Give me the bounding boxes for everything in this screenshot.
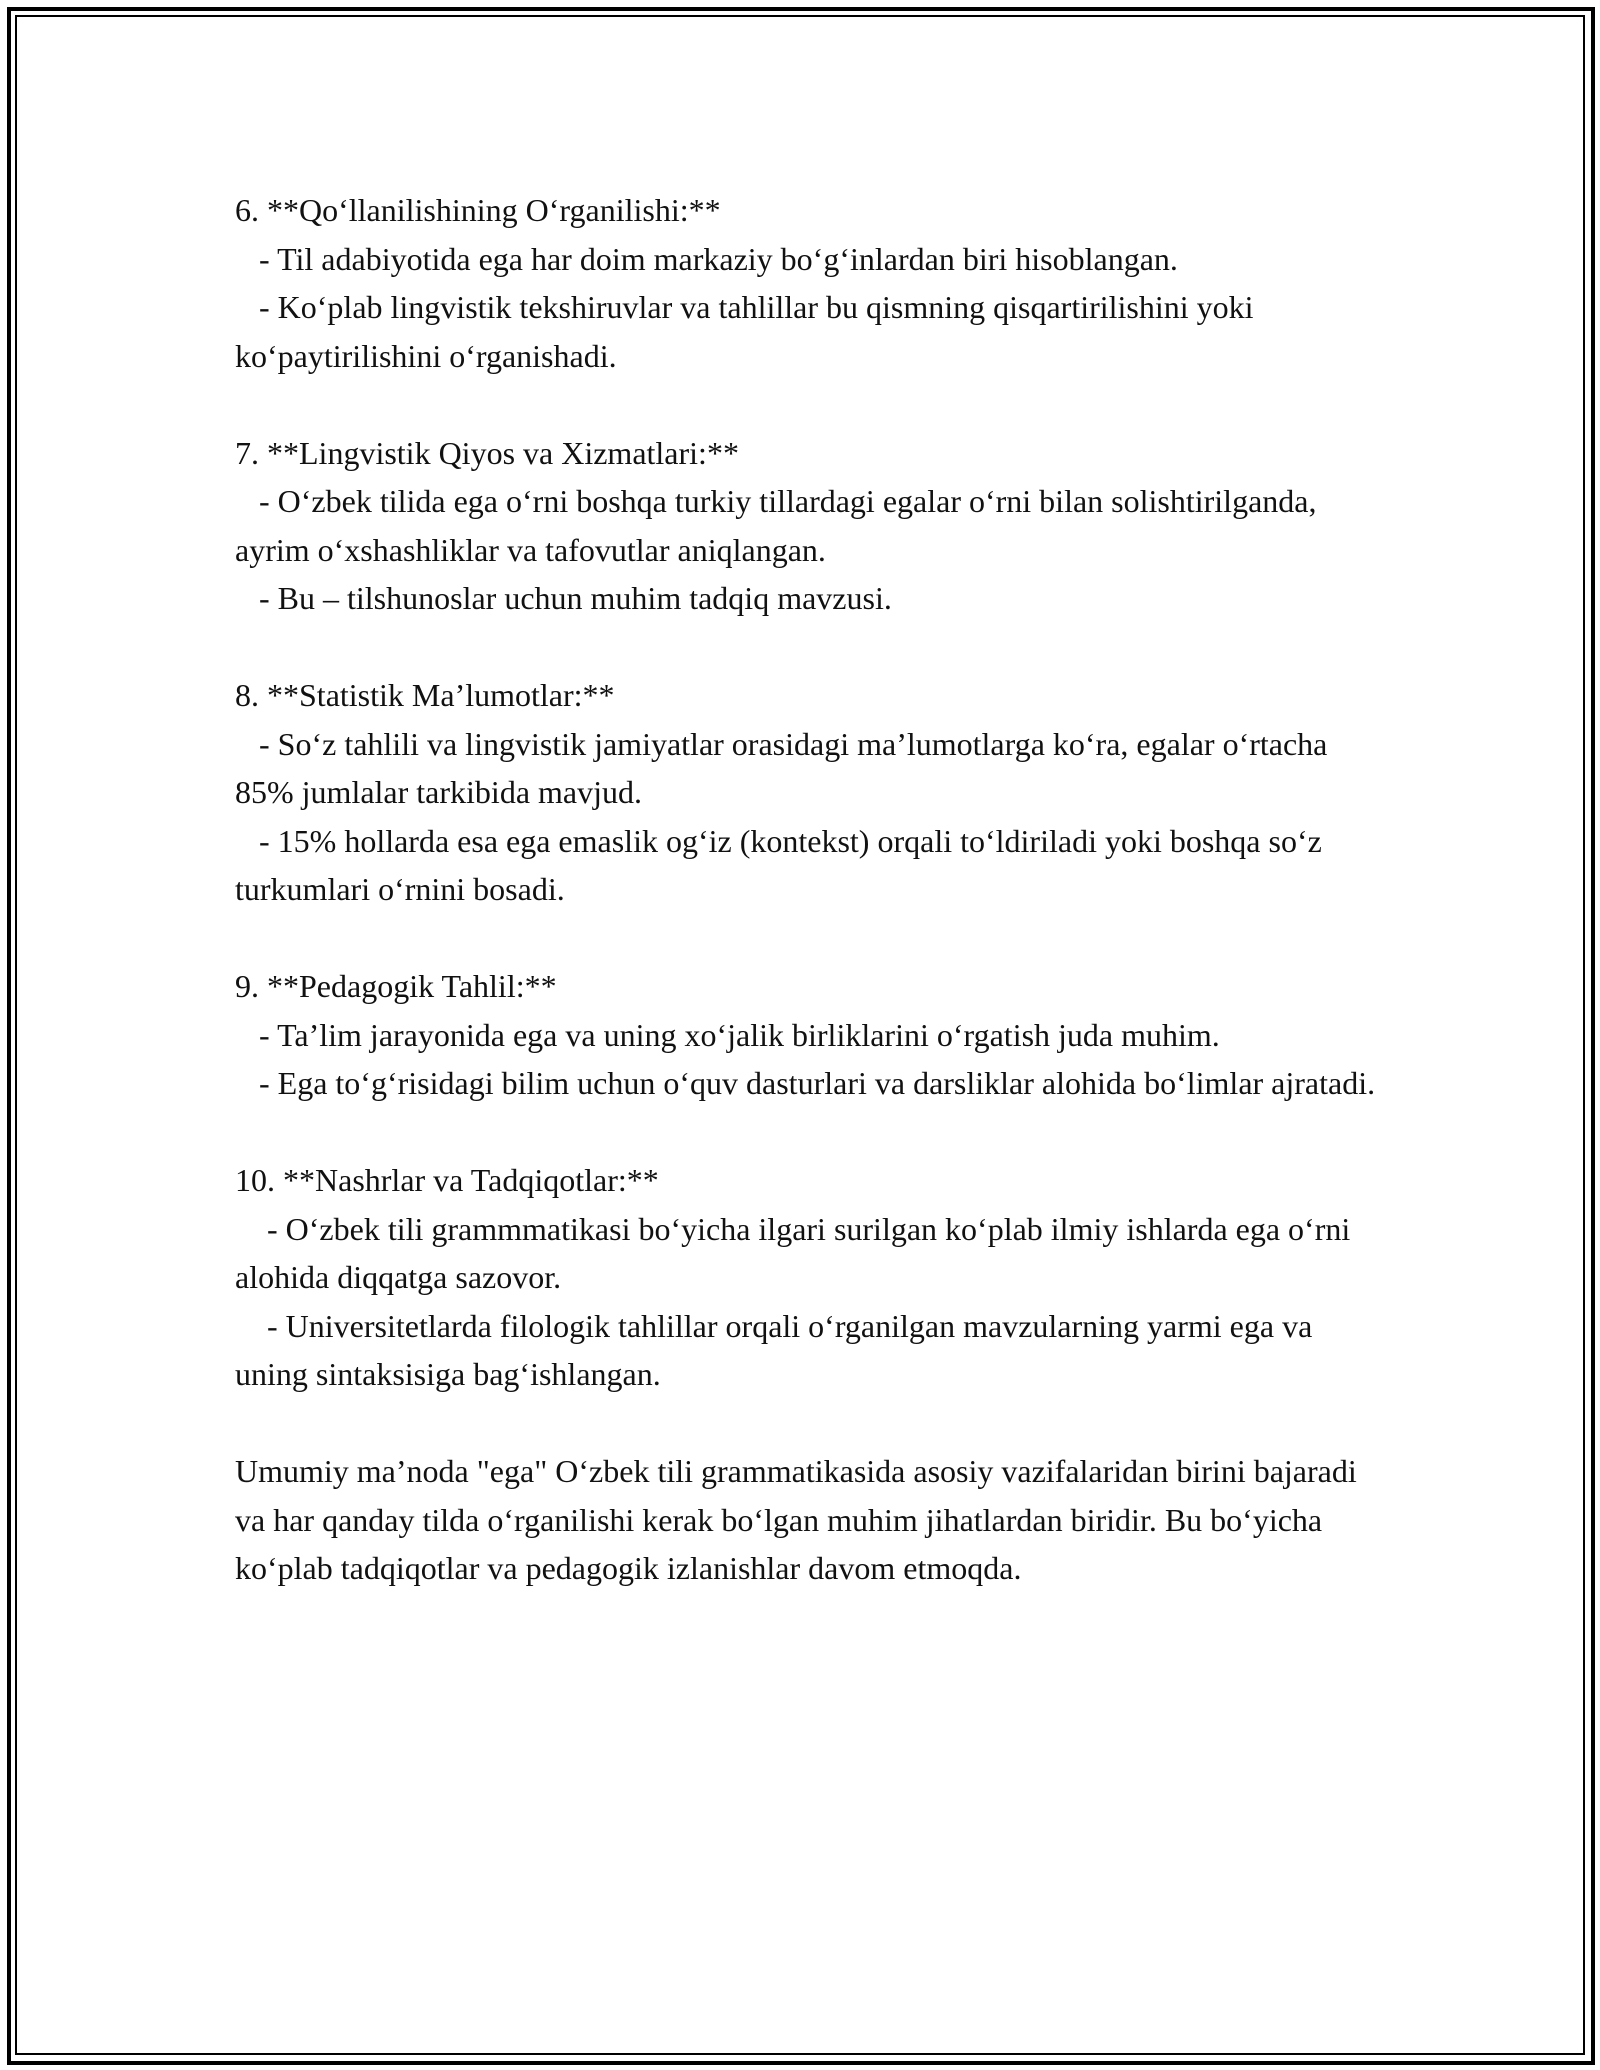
bullet-item: - Ta’lim jarayonida ega va uning xo‘jalik birliklarini o‘rgatish juda muhim. [235, 1016, 1220, 1053]
bullet-item: - Bu – tilshunoslar uchun muhim tadqiq mavzusi. [235, 580, 892, 616]
section-6 [235, 186, 1385, 380]
section-10 [235, 1156, 1385, 1399]
bullet-item: - So‘z tahlili va lingvistik jamiyatlar orasidagi ma’lumotlarga ko‘ra, egalar o‘rtacha 85% jumlalar tarkibida mavjud. [235, 725, 1336, 810]
section-heading: 7. **Lingvistik Qiyos va Xizmatlari:** [235, 434, 739, 471]
section-7 [235, 429, 1385, 623]
bullet-item: - O‘zbek tilida ega o‘rni boshqa turkiy tillardagi egalar o‘rni bilan solishtirilganda, ayrim o‘xshashliklar va tafovutlar aniqlangan. [235, 483, 1325, 568]
section-9 [235, 962, 1385, 1108]
document-body [235, 186, 1385, 1641]
bullet-item: - O‘zbek tili grammmatikasi bo‘yicha ilgari surilgan ko‘plab ilmiy ishlarda ega o‘rni alohida diqqatga sazovor. [235, 1210, 1359, 1295]
section-heading: 6. **Qo‘llanilishining O‘rganilishi:** [235, 192, 721, 228]
section-heading: 8. **Statistik Ma’lumotlar:** [235, 677, 615, 713]
section-8 [235, 671, 1385, 914]
section-heading: 10. **Nashrlar va Tadqiqotlar:** [235, 1162, 659, 1198]
bullet-item: - 15% hollarda esa ega emaslik og‘iz (kontekst) orqali to‘ldiriladi yoki boshqa so‘z turkumlari o‘rnini bosadi. [235, 822, 1330, 907]
bullet-item: - Til adabiyotida ega har doim markaziy bo‘g‘inlardan biri hisoblangan. [235, 240, 1178, 277]
conclusion-text: Umumiy ma’noda "ega" O‘zbek tili grammatikasida asosiy vazifalaridan birini bajaradi va har qanday tilda o‘rganilishi kerak bo‘lgan muhim jihatlardan biridir. Bu bo‘yicha ko‘plab tadqiqotlar va pedagogik izlanishlar davom etmoqda. [235, 1453, 1365, 1586]
bullet-item: - Universitetlarda filologik tahlillar orqali o‘rganilgan mavzularning yarmi ega va uning sintaksisiga bag‘ishlangan. [235, 1307, 1321, 1392]
bullet-item: - Ega to‘g‘risidagi bilim uchun o‘quv dasturlari va darsliklar alohida bo‘limlar ajratadi. [235, 1065, 1376, 1101]
bullet-item: - Ko‘plab lingvistik tekshiruvlar va tahlillar bu qismning qisqartirilishini yoki ko‘paytirilishini o‘rganishadi. [235, 289, 1262, 374]
section-heading: 9. **Pedagogik Tahlil:** [235, 968, 557, 1004]
conclusion-paragraph [235, 1447, 1385, 1593]
